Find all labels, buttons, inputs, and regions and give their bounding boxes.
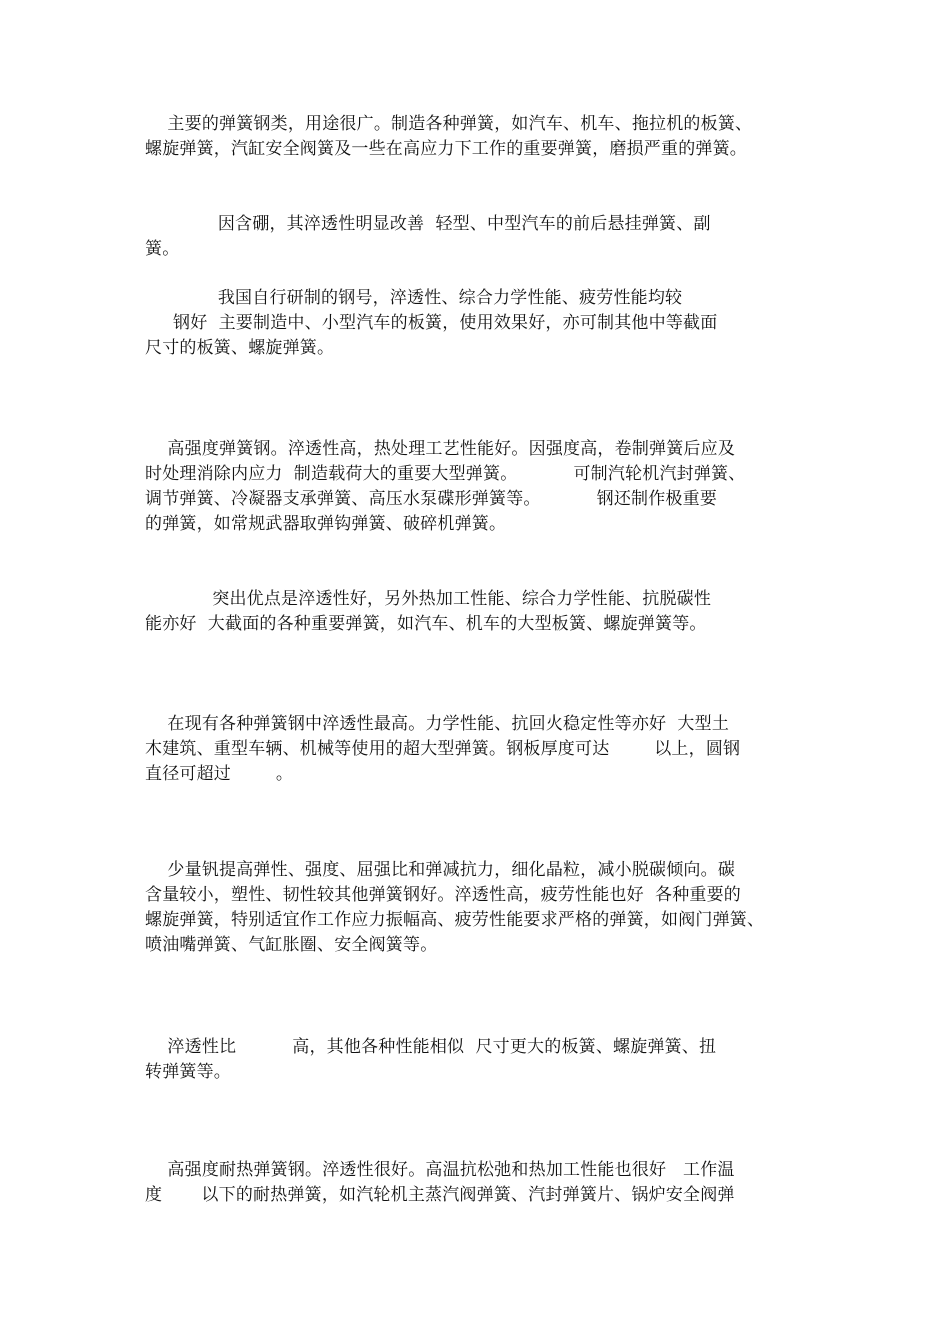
text-line: 我国自行研制的钢号，淬透性、综合力学性能、疲劳性能均较: [145, 288, 683, 308]
text-line: 转弹簧等。: [145, 1062, 231, 1082]
text-line: 度 以下的耐热弹簧，如汽轮机主蒸汽阀弹簧、汽封弹簧片、锅炉安全阀弹: [145, 1185, 735, 1205]
text-line: 直径可超过 。: [145, 764, 294, 784]
text-line: 喷油嘴弹簧、气缸胀圈、安全阀簧等。: [145, 935, 438, 955]
text-line: 在现有各种弹簧钢中淬透性最高。力学性能、抗回火稳定性等亦好 大型土: [145, 714, 730, 734]
paragraph-hardenability-steel: [145, 587, 810, 637]
text-line: 调节弹簧、冷凝器支承弹簧、高压水泵碟形弹簧等。 钢还制作极重要: [145, 489, 718, 509]
text-line: 钢好 主要制造中、小型汽车的板簧，使用效果好，亦可制其他中等截面: [145, 313, 718, 333]
paragraph-domestic-steel: [145, 286, 810, 361]
text-line: 主要的弹簧钢类，用途很广。制造各种弹簧，如汽车、机车、拖拉机的板簧、: [145, 114, 753, 134]
text-line: 含量较小，塑性、韧性较其他弹簧钢好。淬透性高，疲劳性能也好 各种重要的: [145, 885, 742, 905]
text-line: 的弹簧，如常规武器取弹钩弹簧、破碎机弹簧。: [145, 514, 507, 534]
text-line: 因含硼，其淬透性明显改善 轻型、中型汽车的前后悬挂弹簧、副: [145, 214, 711, 234]
paragraph-high-strength-steel: [145, 437, 810, 537]
text-line: 木建筑、重型车辆、机械等使用的超大型弹簧。钢板厚度可达 以上，圆钢: [145, 739, 741, 759]
text-line: 高强度耐热弹簧钢。淬透性很好。高温抗松弛和热加工性能也很好 工作温: [145, 1160, 735, 1180]
text-line: 高强度弹簧钢。淬透性高，热处理工艺性能好。因强度高，卷制弹簧后应及: [145, 439, 736, 459]
text-line: 少量钒提高弹性、强度、屈强比和弹减抗力，细化晶粒，减小脱碳倾向。碳: [145, 860, 736, 880]
text-line: 突出优点是淬透性好，另外热加工性能、综合力学性能、抗脱碳性: [145, 589, 712, 609]
paragraph-boron-steel: [145, 212, 810, 262]
text-line: 螺旋弹簧，汽缸安全阀簧及一些在高应力下工作的重要弹簧，磨损严重的弹簧。: [145, 139, 747, 159]
text-line: 时处理消除内应力 制造载荷大的重要大型弹簧。 可制汽轮机汽封弹簧、: [145, 464, 746, 484]
text-line: 淬透性比 高，其他各种性能相似 尺寸更大的板簧、螺旋弹簧、扭: [145, 1037, 717, 1057]
text-line: 簧。: [145, 239, 180, 259]
text-line: 螺旋弹簧，特别适宜作工作应力振幅高、疲劳性能要求严格的弹簧，如阀门弹簧、: [145, 910, 765, 930]
paragraph-highest-hardenability: [145, 712, 810, 787]
paragraph-heat-resistant-steel: [145, 1158, 810, 1208]
text-line: 尺寸的板簧、螺旋弹簧。: [145, 338, 335, 358]
paragraph-higher-hardenability: [145, 1035, 810, 1085]
paragraph-vanadium-steel: [145, 858, 810, 958]
paragraph-main-spring-steel: [145, 112, 810, 162]
text-line: 能亦好 大截面的各种重要弹簧，如汽车、机车的大型板簧、螺旋弹簧等。: [145, 614, 707, 634]
